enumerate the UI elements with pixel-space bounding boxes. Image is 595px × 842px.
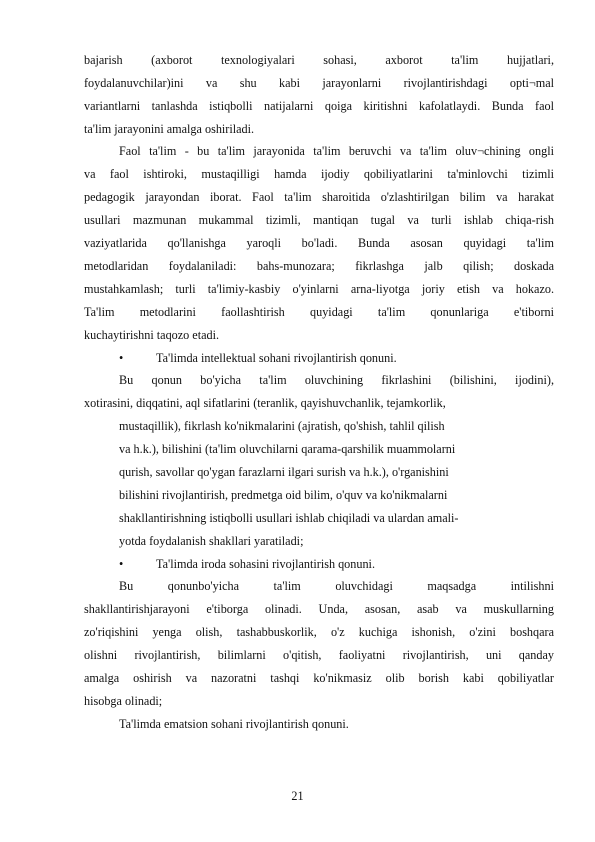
paragraph-first-line: Faol ta'lim - bu ta'lim jarayonida ta'lim beruvchi va ta'lim oluv¬chining ongli (119, 144, 554, 158)
bullet-text: Ta'limda intellektual sohani rivojlantirish qonuni. (156, 351, 397, 365)
text-line: olishni rivojlantirish, bilimlarni o'qitish, faoliyatni rivojlantirish, uni qanday (84, 648, 554, 662)
text-line: usullari mazmunan mukammal tizimli, mantiqan tugal va turli ishlab chiqa-rish (84, 213, 554, 227)
text-line: ta'lim jarayonini amalga oshiriladi. (84, 122, 255, 136)
text-line: amalga oshirish va nazoratni tashqi ko'nikmasiz olib borish kabi qobiliyatlar (84, 671, 554, 685)
text-line: pedagogik jarayondan iborat. Faol ta'lim sharoitida o'zlashtirilgan bilim va harakat (84, 190, 554, 204)
text-line: shakllantirishning istiqbolli usullari ishlab chiqiladi va ulardan amali- (119, 511, 459, 525)
text-line: foydalanuvchilar)ini va shu kabi jarayonlarni rivojlantirishdagi opti¬mal (84, 76, 554, 90)
text-line: zo'riqishini yenga olish, tashabbuskorlik, o'z kuchiga ishonish, o'zini boshqara (84, 625, 554, 639)
bullet-item (119, 556, 554, 572)
text-line: bilishini rivojlantirish, predmetga oid bilim, o'quv va ko'nikmalarni (119, 488, 448, 502)
text-line: metodlaridan foydalaniladi: bahs-munozara; fikrlashga jalb qilish; doskada (84, 259, 554, 273)
text-line: Ta'limda ematsion sohani rivojlantirish qonuni. (119, 717, 349, 731)
text-line: va h.k.), bilishini (ta'lim oluvchilarni qarama-qarshilik muammolarni (119, 442, 456, 456)
text-line: kuchaytirishni taqozo etadi. (84, 328, 220, 342)
text-line: Ta'lim metodlarini faollashtirish quyidagi ta'lim qonunlariga e'tiborni (84, 305, 554, 319)
paragraph-first-line: Bu qonunbo'yicha ta'lim oluvchidagi maqsadga intilishni (119, 579, 554, 593)
bullet-text: Ta'limda iroda sohasini rivojlantirish qonuni. (156, 557, 375, 571)
page-number: 21 (291, 789, 304, 803)
paragraph-first-line: Bu qonun bo'yicha ta'lim oluvchining fikrlashini (bilishini, ijodini), (119, 373, 554, 387)
bullet-icon: • (119, 557, 124, 571)
text-line: mustaqillik), fikrlash ko'nikmalarini (ajratish, qo'shish, tahlil qilish (119, 419, 445, 433)
bullet-icon: • (119, 351, 124, 365)
text-line: xotirasini, diqqatini, aql sifatlarini (teranlik, qayishuvchanlik, tejamkorlik, (84, 396, 446, 410)
text-line: shakllantirishjarayoni e'tiborga olinadi. Unda, asosan, asab va muskullarning (84, 602, 554, 616)
text-line: variantlarni tanlashda istiqbolli natijalarni qoiga kiritishni kafolatlaydi. Bunda faol (84, 99, 554, 113)
text-line: bajarish (axborot texnologiyalari sohasi, axborot ta'lim hujjatlari, (84, 53, 554, 67)
text-line: yotda foydalanish shakllari yaratiladi; (119, 534, 304, 548)
text-line: va faol ishtiroki, mustaqilligi hamda ijodiy qobiliyatlarini ta'minlovchi tizimli (84, 167, 554, 181)
text-line: mustahkamlash; turli ta'limiy-kasbiy o'yinlarni arna-liyotga joriy etish va hokazo. (84, 282, 554, 296)
text-line: hisobga olinadi; (84, 694, 163, 708)
text-line: qurish, savollar qo'ygan farazlarni ilgari surish va h.k.), o'rganishini (119, 465, 449, 479)
text-line: vaziyatlarida qo'llanishga yaroqli bo'ladi. Bunda asosan quyidagi ta'lim (84, 236, 554, 250)
bullet-item (119, 350, 554, 366)
